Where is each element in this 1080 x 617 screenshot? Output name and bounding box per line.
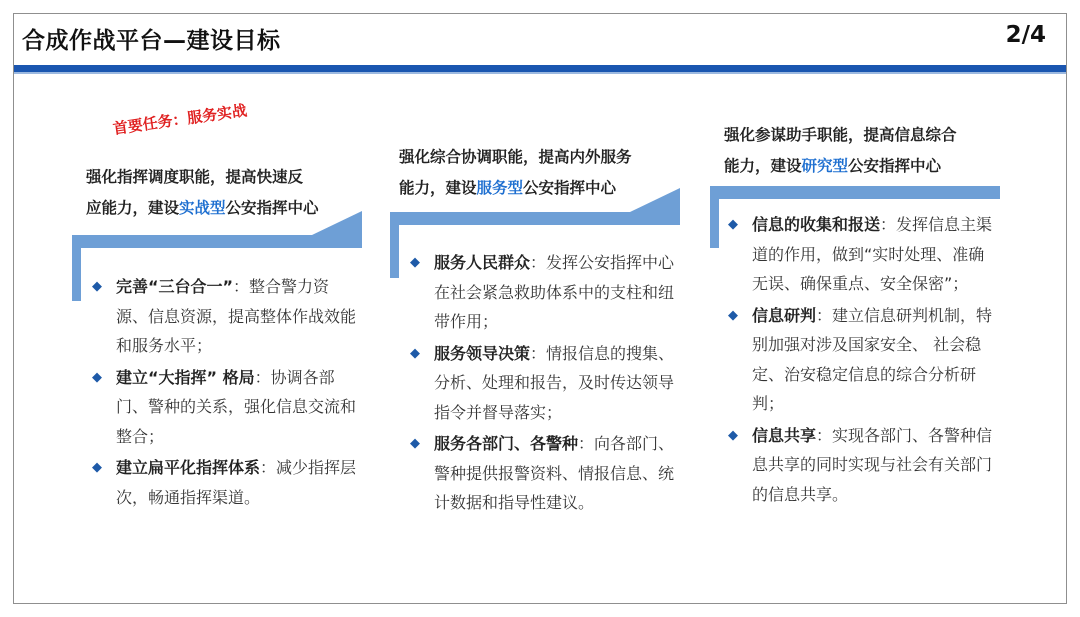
page-number: 2/4 [1005,22,1046,48]
list-item: ◆ 完善“三台合一”：整合警力资源、信息资源，提高整体作战效能和服务水平； [92,272,360,361]
list-item: ◆ 信息共享：实现各部门、各警种信息共享的同时实现与社会有关部门的信息共享。 [728,421,996,510]
column-3-highlight: 研究型 [801,157,849,175]
column-2-heading-line1: 强化综合协调职能，提高内外服务 [399,148,632,166]
diamond-bullet-icon: ◆ [92,369,102,385]
column-3-list [728,210,996,511]
diamond-bullet-icon: ◆ [410,255,420,270]
title-underline [14,65,1066,72]
title-underline-light [14,72,1066,74]
column-1-list [92,272,360,514]
column-2-bracket-leg [390,212,399,278]
column-1-highlight: 实战型 [179,199,226,217]
column-1-heading-line2: 应能力，建设实战型公安指挥中心 [86,199,319,217]
list-item: ◆ 建立扁平化指挥体系：减少指挥层次，畅通指挥渠道。 [92,453,360,512]
diamond-bullet-icon: ◆ [728,427,738,443]
column-1-bracket-bar [72,235,362,248]
diamond-bullet-icon: ◆ [92,460,102,475]
diamond-bullet-icon: ◆ [410,345,420,361]
list-item: ◆ 信息的收集和报送：发挥信息主渠道的作用，做到“实时处理、准确无误、确保重点、安全保密”； [728,210,996,299]
column-3-bracket-leg [710,186,719,248]
column-3-bracket-bar [710,186,1000,199]
column-3-heading-line2: 能力，建设研究型公安指挥中心 [724,157,942,175]
column-2-bracket-bar [390,212,680,225]
diamond-bullet-icon: ◆ [728,217,738,232]
column-2-list [410,248,680,520]
column-1-bracket-leg [72,235,81,301]
column-1-bracket-ramp [312,211,362,235]
column-3-heading-line1: 强化参谋助手职能，提高信息综合 [724,126,957,144]
list-item: ◆ 服务领导决策：情报信息的搜集、分析、处理和报告，及时传达领导指令并督导落实； [410,339,680,428]
column-2-bracket-ramp [630,188,680,212]
diamond-bullet-icon: ◆ [410,436,420,451]
column-3-heading [724,120,1024,182]
column-2-highlight: 服务型 [476,179,524,197]
column-2-heading-line2: 能力，建设服务型公安指挥中心 [399,179,617,197]
list-item: ◆ 服务各部门、各警种：向各部门、警种提供报警资料、情报信息、统计数据和指导性建议。 [410,429,680,518]
primary-task-tagline: 首要任务：服务实战 [111,101,249,138]
diamond-bullet-icon: ◆ [728,307,738,323]
column-1-heading-line1: 强化指挥调度职能，提高快速反 [86,168,304,186]
list-item: ◆ 服务人民群众：发挥公安指挥中心在社会紧急救助体系中的支柱和纽带作用； [410,248,680,337]
list-item: ◆ 建立“大指挥” 格局：协调各部门、警种的关系，强化信息交流和整合； [92,363,360,452]
list-item: ◆ 信息研判：建立信息研判机制，特别加强对涉及国家安全、 社会稳定、治安稳定信息的综合分析研判； [728,301,996,419]
diamond-bullet-icon: ◆ [92,279,102,294]
slide-title: 合成作战平台—建设目标 [22,28,281,54]
